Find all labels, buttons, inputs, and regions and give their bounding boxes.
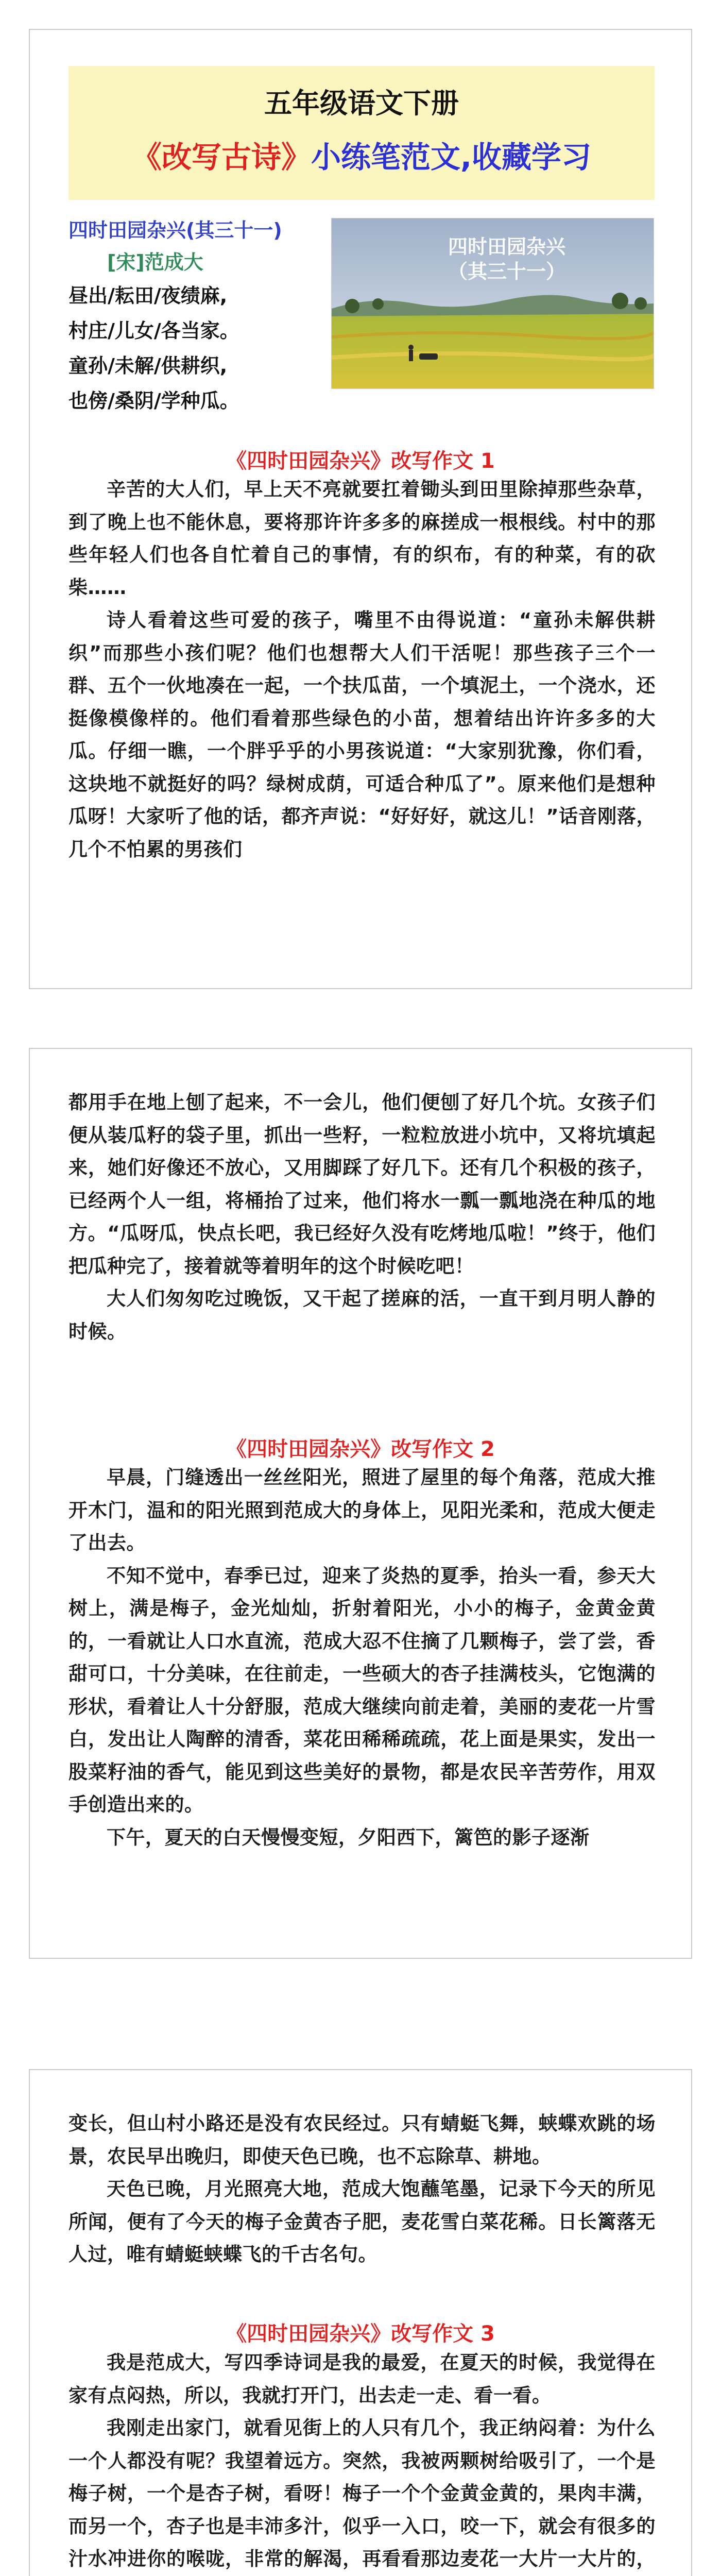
essay-1-paragraph: 大人们匆匆吃过晚饭，又干起了搓麻的活，一直干到月明人静的时候。 [68,1287,656,1343]
poem-illustration [331,218,654,389]
essay-2-paragraph: 下午，夏天的白天慢慢变短，夕阳西下，篱笆的影子逐渐 [107,1826,590,1849]
image-caption-1: 四时田园杂兴 [448,236,566,258]
essay-2-paragraph: 不知不觉中，春季已过，迎来了炎热的夏季，抬头一看，参天大树上，满是梅子，金光灿灿，折射着阳光，小小的梅子，金黄金黄的，一看就让人口水直流，范成大忍不住摘了几颗梅子，尝了尝，香甜可口，十分美味，在往前走，一些硕大的杏子挂满枝头，它饱满的形状，看着让人十分舒服，范成大继续向前走着，美丽的麦花一片雪白，发出让人陶醉的清香，菜花田稀稀疏疏，花上面是果实，发出一股菜籽油的香气，能见到这些美好的景物，都是农民辛苦劳作，用双手创造出来的。 [68,1564,656,1816]
page-3 [29,2069,692,2576]
page-subtitle [68,133,655,176]
essay-3-paragraph: 我刚走出家门，就看见街上的人只有几个，我正纳闷着：为什么一个人都没有呢？我望着远方。突然，我被两颗树给吸引了，一个是梅子树，一个是杏子树，看呀！梅子一个个金黄金黄的，果肉丰满，而另一个，杏子也是丰沛多汁，似乎一入口，咬一下，就会有很多的汁水冲进你的喉咙，非常的解渴，再看看那边麦花一大片一大片的， [68,2417,656,2570]
essay-1-paragraph: 都用手在地上刨了起来，不一会儿，他们便刨了好几个坑。女孩子们便从装瓜籽的袋子里，抓出一些籽，一粒粒放进小坑中，又将坑填起来，她们好像还不放心，又用脚踩了好几下。还有几个积极的孩子，已经两个人一组，将桶抬了过来，他们将水一瓢一瓢地浇在种瓜的地方。“瓜呀瓜，快点长吧，我已经好久没有吃烤地瓜啦！”终于，他们把瓜种完了，接着就等着明年的这个时候吃吧！ [68,1091,656,1277]
essay-2-heading: 《四时田园杂兴》改写作文 2 [226,1437,495,1461]
essay-2-paragraph: 天色已晚，月光照亮大地，范成大饱蘸笔墨，记录下今天的所见所闻，便有了今天的梅子金黄杏子肥，麦花雪白菜花稀。日长篱落无人过，唯有蜻蜓蛱蝶飞的千古名句。 [68,2178,656,2265]
poem-line-1: 昼出/耘田/夜绩麻, [68,284,228,307]
poem-title: 四时田园杂兴(其三十一) [68,219,282,242]
essay-2-paragraph: 变长，但山村小路还是没有农民经过。只有蜻蜓飞舞，蛱蝶欢跳的场景，农民早出晚归，即使天色已晚，也不忘除草、耕地。 [68,2112,656,2167]
essay-2-body-part1 [68,1461,656,1854]
poem-line-4: 也傍/桑阴/学种瓜。 [68,389,239,412]
essay-1-paragraph: 辛苦的大人们，早上天不亮就要扛着锄头到田里除掉那些杂草，到了晚上也不能休息，要将那许许多多的麻搓成一根根线。村中的那些年轻人们也各自忙着自己的事情，有的织布，有的种菜，有的砍柴…… [68,478,656,599]
essay-2-body-part2 [68,2107,656,2271]
page-1 [29,29,692,989]
essay-3-heading: 《四时田园杂兴》改写作文 3 [226,2322,495,2346]
essay-3-body [68,2346,656,2576]
page-title: 五年级语文下册 [264,87,459,120]
page-2 [29,1048,692,1959]
essay-3-paragraph: 我是范成大，写四季诗词是我的最爱，在夏天的时候，我觉得在家有点闷热，所以，我就打开门，出去走一走、看一看。 [68,2351,656,2406]
essay-1-body-part2 [68,1086,656,1348]
essay-2-paragraph: 早晨，门缝透出一丝丝阳光，照进了屋里的每个角落，范成大推开木门，温和的阳光照到范成大的身体上，见阳光柔和，范成大便走了出去。 [68,1466,656,1554]
essay-1-paragraph: 诗人看着这些可爱的孩子，嘴里不由得说道：“童孙未解供耕织”而那些小孩们呢？他们也想帮大人们干活呢！那些孩子三个一群、五个一伙地凑在一起，一个扶瓜苗，一个填泥土，一个浇水，还挺像模像样的。他们看着那些绿色的小苗，想着结出许许多多的大瓜。仔细一瞧，一个胖乎乎的小男孩说道：“大家别犹豫，你们看，这块地不就挺好的吗？绿树成荫，可适合种瓜了”。原来他们是想种瓜呀！大家听了他的话，都齐声说：“好好好，就这儿！”话音刚落，几个不怕累的男孩们 [68,609,656,860]
header-banner [68,66,655,200]
essay-1-body-part1 [68,473,656,866]
subtitle-rest: 小练笔范文,收藏学习 [311,140,592,175]
image-caption-2: （其三十一） [448,261,566,283]
poem-line-3: 童孙/未解/供耕织, [68,354,228,377]
essay-1-heading: 《四时田园杂兴》改写作文 1 [226,449,495,473]
poem-line-2: 村庄/儿女/各当家。 [68,319,239,342]
poem-author: [宋]范成大 [107,251,203,274]
subtitle-bracketed: 《改写古诗》 [131,140,311,175]
landscape-illustration [332,218,654,388]
